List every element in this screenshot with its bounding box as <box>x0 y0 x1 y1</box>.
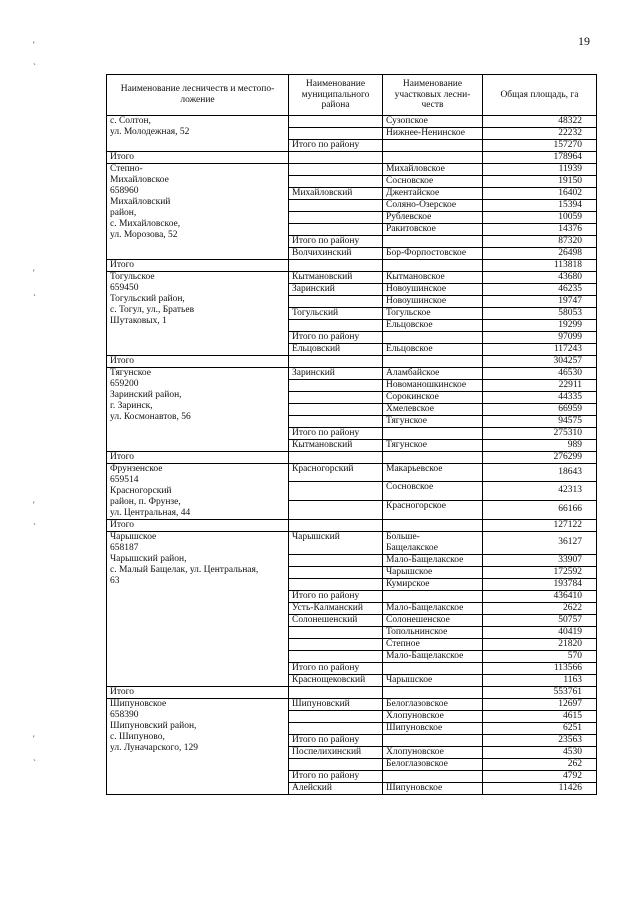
area-cell: 18643 <box>483 463 597 482</box>
table-row <box>107 531 597 554</box>
forestry-cell: Чарышское 658187 Чарышский район, с. Малый Бащелак, ул. Центральная, 63 <box>107 531 289 686</box>
area-cell: 193784 <box>483 578 597 590</box>
area-cell: 87320 <box>483 235 597 247</box>
area-cell: 4530 <box>483 746 597 758</box>
table-row <box>107 519 597 531</box>
area-cell: 22911 <box>483 379 597 391</box>
municipal-district-cell: Итого по району <box>289 662 383 674</box>
table-row <box>107 686 597 698</box>
district-forestry-cell <box>383 734 483 746</box>
margin-mark: ` <box>33 62 36 72</box>
area-cell: 436410 <box>483 590 597 602</box>
margin-mark: ` <box>33 293 36 303</box>
district-forestry-cell: Шипуновское <box>383 722 483 734</box>
area-cell: 40419 <box>483 626 597 638</box>
municipal-district-cell <box>289 127 383 139</box>
area-cell: 26498 <box>483 247 597 259</box>
table-row <box>107 259 597 271</box>
district-forestry-cell <box>383 355 483 367</box>
municipal-district-cell <box>289 500 383 519</box>
district-forestry-cell: Сузопское <box>383 115 483 127</box>
municipal-district-cell: Краснощековский <box>289 674 383 686</box>
area-cell: 4615 <box>483 710 597 722</box>
table-row <box>107 271 597 283</box>
header-district-forestry: Наименование участковых лесни-честв <box>383 75 483 116</box>
municipal-district-cell <box>289 626 383 638</box>
area-cell: 16402 <box>483 187 597 199</box>
district-forestry-cell: Мало-Бащелакское <box>383 554 483 566</box>
district-forestry-cell: Сосновское <box>383 482 483 501</box>
district-forestry-cell: Хлопуновское <box>383 710 483 722</box>
municipal-district-cell <box>289 295 383 307</box>
area-cell: 36127 <box>483 531 597 554</box>
area-cell: 22232 <box>483 127 597 139</box>
area-cell: 19150 <box>483 175 597 187</box>
area-cell: 2622 <box>483 602 597 614</box>
district-forestry-cell: Тягунское <box>383 439 483 451</box>
municipal-district-cell: Солонешенский <box>289 614 383 626</box>
municipal-district-cell <box>289 391 383 403</box>
forestry-cell: Итого <box>107 259 289 271</box>
margin-mark: ' <box>33 734 35 744</box>
district-forestry-cell: Тогульское <box>383 307 483 319</box>
municipal-district-cell <box>289 403 383 415</box>
district-forestry-cell: Ельцовское <box>383 343 483 355</box>
municipal-district-cell: Кытмановский <box>289 271 383 283</box>
table-row <box>107 355 597 367</box>
forestry-cell: Итого <box>107 686 289 698</box>
table-row <box>107 367 597 379</box>
municipal-district-cell: Итого по району <box>289 770 383 782</box>
district-forestry-cell: Шипуновское <box>383 782 483 794</box>
municipal-district-cell <box>289 175 383 187</box>
municipal-district-cell <box>289 355 383 367</box>
municipal-district-cell <box>289 211 383 223</box>
district-forestry-cell: Джентайское <box>383 187 483 199</box>
area-cell: 275310 <box>483 427 597 439</box>
area-cell: 48322 <box>483 115 597 127</box>
table-row <box>107 163 597 175</box>
area-cell: 12697 <box>483 698 597 710</box>
district-forestry-cell: Топольнинское <box>383 626 483 638</box>
municipal-district-cell: Красногорский <box>289 463 383 482</box>
header-total-area: Общая площадь, га <box>483 75 597 116</box>
municipal-district-cell <box>289 758 383 770</box>
municipal-district-cell <box>289 638 383 650</box>
district-forestry-cell: Белоглазовское <box>383 758 483 770</box>
table-row <box>107 698 597 710</box>
municipal-district-cell: Заринский <box>289 367 383 379</box>
municipal-district-cell: Итого по району <box>289 139 383 151</box>
district-forestry-cell: Аламбайское <box>383 367 483 379</box>
district-forestry-cell: Нижнее-Ненинское <box>383 127 483 139</box>
municipal-district-cell <box>289 163 383 175</box>
area-cell: 172592 <box>483 566 597 578</box>
district-forestry-cell: Ракитовское <box>383 223 483 235</box>
forestry-cell: Итого <box>107 355 289 367</box>
area-cell: 44335 <box>483 391 597 403</box>
municipal-district-cell <box>289 710 383 722</box>
municipal-district-cell <box>289 554 383 566</box>
forestry-cell: Шипуновское 658390 Шипуновский район, с. Шипуново, ул. Луначарского, 129 <box>107 698 289 794</box>
area-cell: 94575 <box>483 415 597 427</box>
municipal-district-cell: Ельцовский <box>289 343 383 355</box>
district-forestry-cell: Михайловское <box>383 163 483 175</box>
area-cell: 127122 <box>483 519 597 531</box>
district-forestry-cell <box>383 451 483 463</box>
district-forestry-cell: Сосновское <box>383 175 483 187</box>
district-forestry-cell <box>383 590 483 602</box>
municipal-district-cell: Кытмановский <box>289 439 383 451</box>
area-cell: 43680 <box>483 271 597 283</box>
area-cell: 1163 <box>483 674 597 686</box>
area-cell: 21820 <box>483 638 597 650</box>
area-cell: 276299 <box>483 451 597 463</box>
municipal-district-cell: Поспелихинский <box>289 746 383 758</box>
district-forestry-cell: Хмелевское <box>383 403 483 415</box>
municipal-district-cell <box>289 199 383 211</box>
district-forestry-cell <box>383 686 483 698</box>
forestry-table <box>106 74 597 795</box>
district-forestry-cell <box>383 331 483 343</box>
municipal-district-cell: Итого по району <box>289 235 383 247</box>
area-cell: 15394 <box>483 199 597 211</box>
area-cell: 113566 <box>483 662 597 674</box>
district-forestry-cell: Кумирское <box>383 578 483 590</box>
municipal-district-cell: Итого по району <box>289 331 383 343</box>
district-forestry-cell: Солонешенское <box>383 614 483 626</box>
area-cell: 42313 <box>483 482 597 501</box>
district-forestry-cell: Мало-Бащелакское <box>383 602 483 614</box>
area-cell: 4792 <box>483 770 597 782</box>
forestry-cell: Тягунское 659200 Заринский район, г. Заринск, ул. Космонавтов, 56 <box>107 367 289 451</box>
area-cell: 11939 <box>483 163 597 175</box>
district-forestry-cell: Соляно-Озерское <box>383 199 483 211</box>
municipal-district-cell: Заринский <box>289 283 383 295</box>
municipal-district-cell <box>289 686 383 698</box>
district-forestry-cell <box>383 770 483 782</box>
district-forestry-cell: Степное <box>383 638 483 650</box>
area-cell: 304257 <box>483 355 597 367</box>
district-forestry-cell: Кытмановское <box>383 271 483 283</box>
area-cell: 570 <box>483 650 597 662</box>
area-cell: 989 <box>483 439 597 451</box>
district-forestry-cell <box>383 235 483 247</box>
area-cell: 6251 <box>483 722 597 734</box>
municipal-district-cell <box>289 319 383 331</box>
municipal-district-cell: Михайловский <box>289 187 383 199</box>
forestry-cell: с. Солтон, ул. Молодежная, 52 <box>107 115 289 151</box>
district-forestry-cell: Хлопуновское <box>383 746 483 758</box>
municipal-district-cell: Итого по району <box>289 427 383 439</box>
municipal-district-cell <box>289 650 383 662</box>
district-forestry-cell <box>383 259 483 271</box>
area-cell: 157270 <box>483 139 597 151</box>
district-forestry-cell: Белоглазовское <box>383 698 483 710</box>
area-cell: 58053 <box>483 307 597 319</box>
municipal-district-cell <box>289 519 383 531</box>
area-cell: 66166 <box>483 500 597 519</box>
municipal-district-cell <box>289 451 383 463</box>
margin-mark: ` <box>33 522 36 532</box>
area-cell: 10059 <box>483 211 597 223</box>
district-forestry-cell: Новоушинское <box>383 295 483 307</box>
table-row <box>107 151 597 163</box>
margin-mark: ' <box>33 500 35 510</box>
district-forestry-cell: Новоушинское <box>383 283 483 295</box>
page-number: 19 <box>578 34 590 48</box>
area-cell: 66959 <box>483 403 597 415</box>
municipal-district-cell: Волчихинский <box>289 247 383 259</box>
municipal-district-cell <box>289 151 383 163</box>
area-cell: 178964 <box>483 151 597 163</box>
district-forestry-cell: Тягунское <box>383 415 483 427</box>
municipal-district-cell <box>289 578 383 590</box>
municipal-district-cell: Чарышский <box>289 531 383 554</box>
area-cell: 19299 <box>483 319 597 331</box>
forestry-cell: Фрунзенское 659514 Красногорский район, п. Фрунзе, ул. Центральная, 44 <box>107 463 289 519</box>
district-forestry-cell: Чарышское <box>383 674 483 686</box>
municipal-district-cell <box>289 566 383 578</box>
area-cell: 50757 <box>483 614 597 626</box>
municipal-district-cell <box>289 722 383 734</box>
forestry-cell: Тогульское 659450 Тогульский район, с. Тогул, ул., Братьев Шутаковых, 1 <box>107 271 289 355</box>
area-cell: 113818 <box>483 259 597 271</box>
area-cell: 46235 <box>483 283 597 295</box>
table-row <box>107 115 597 127</box>
margin-mark: ' <box>33 268 35 278</box>
margin-mark: ` <box>33 758 36 768</box>
municipal-district-cell <box>289 115 383 127</box>
district-forestry-cell <box>383 139 483 151</box>
district-forestry-cell: Макарьевское <box>383 463 483 482</box>
forestry-cell: Степно- Михайловское 658960 Михайловский район, с. Михайловское, ул. Морозова, 52 <box>107 163 289 259</box>
municipal-district-cell <box>289 482 383 501</box>
district-forestry-cell: Сорокинское <box>383 391 483 403</box>
municipal-district-cell <box>289 259 383 271</box>
table-row <box>107 463 597 482</box>
district-forestry-cell: Больше- Бащелакское <box>383 531 483 554</box>
district-forestry-cell <box>383 427 483 439</box>
forestry-cell: Итого <box>107 451 289 463</box>
municipal-district-cell: Шипуновский <box>289 698 383 710</box>
area-cell: 262 <box>483 758 597 770</box>
municipal-district-cell: Итого по району <box>289 734 383 746</box>
area-cell: 46530 <box>483 367 597 379</box>
header-municipal-district: Наименование муниципального района <box>289 75 383 116</box>
district-forestry-cell <box>383 151 483 163</box>
municipal-district-cell: Итого по району <box>289 590 383 602</box>
municipal-district-cell: Тогульский <box>289 307 383 319</box>
header-forestry: Наименование лесничеств и местопо-ложение <box>107 75 289 116</box>
municipal-district-cell <box>289 415 383 427</box>
table-row <box>107 451 597 463</box>
district-forestry-cell <box>383 662 483 674</box>
district-forestry-cell: Чарышское <box>383 566 483 578</box>
district-forestry-cell: Новоманошкинское <box>383 379 483 391</box>
municipal-district-cell <box>289 223 383 235</box>
area-cell: 19747 <box>483 295 597 307</box>
municipal-district-cell: Усть-Калманский <box>289 602 383 614</box>
municipal-district-cell <box>289 379 383 391</box>
forestry-cell: Итого <box>107 519 289 531</box>
district-forestry-cell: Мало-Бащелакское <box>383 650 483 662</box>
table-body <box>107 115 597 794</box>
district-forestry-cell: Красногорское <box>383 500 483 519</box>
area-cell: 23563 <box>483 734 597 746</box>
district-forestry-cell: Бор-Форпостовское <box>383 247 483 259</box>
district-forestry-cell: Ельцовское <box>383 319 483 331</box>
area-cell: 33907 <box>483 554 597 566</box>
area-cell: 14376 <box>483 223 597 235</box>
district-forestry-cell: Рублевское <box>383 211 483 223</box>
area-cell: 11426 <box>483 782 597 794</box>
margin-mark: ' <box>33 40 35 50</box>
area-cell: 97099 <box>483 331 597 343</box>
district-forestry-cell <box>383 519 483 531</box>
area-cell: 117243 <box>483 343 597 355</box>
forestry-cell: Итого <box>107 151 289 163</box>
municipal-district-cell: Алейский <box>289 782 383 794</box>
area-cell: 553761 <box>483 686 597 698</box>
